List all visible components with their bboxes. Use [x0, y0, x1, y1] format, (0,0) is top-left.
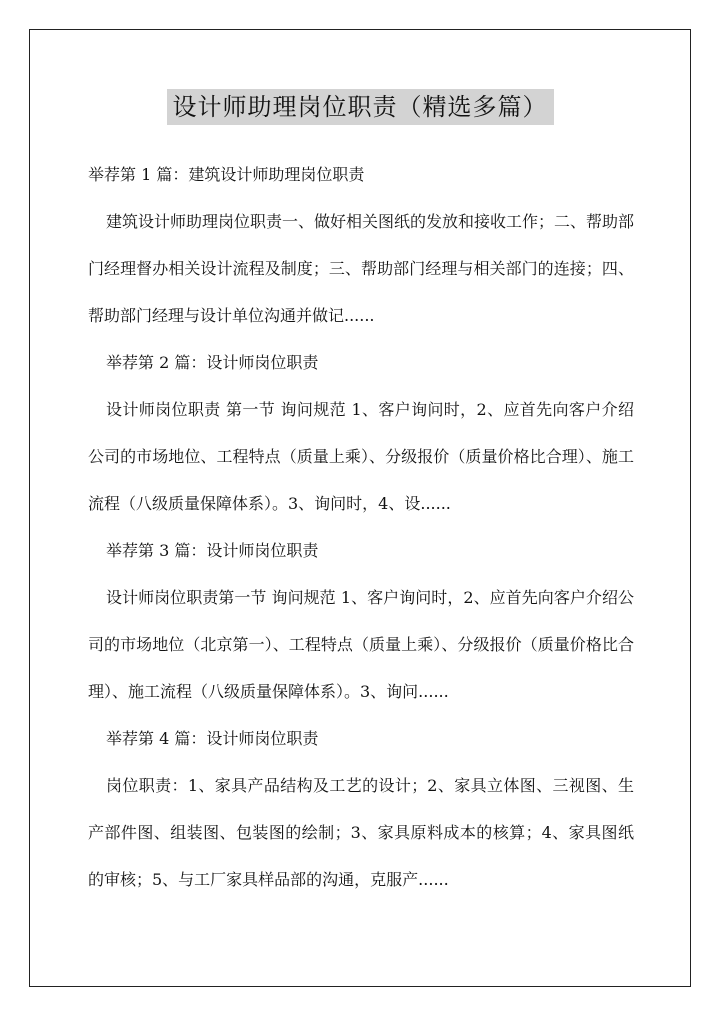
section-4-heading: 举荐第 4 篇：设计师岗位职责	[106, 729, 319, 748]
section-1-heading: 举荐第 1 篇：建筑设计师助理岗位职责	[88, 165, 365, 184]
section-1-body: 建筑设计师助理岗位职责一、做好相关图纸的发放和接收工作；二、帮助部门经理督办相关设计流程及制度；三、帮助部门经理与相关部门的连接；四、帮助部门经理与设计单位沟通并做记......	[88, 212, 635, 325]
title-container	[0, 89, 720, 125]
section-3-heading: 举荐第 3 篇：设计师岗位职责	[106, 541, 319, 560]
section-3-body: 设计师岗位职责第一节 询问规范 1、客户询问时，2、应首先向客户介绍公司的市场地位（北京第一）、工程特点（质量上乘）、分级报价（质量价格比合理）、施工流程（八级质量保障体系）。3、询问......	[88, 588, 634, 701]
section-2-heading: 举荐第 2 篇：设计师岗位职责	[106, 353, 319, 372]
section-2-body: 设计师岗位职责 第一节 询问规范 1、客户询问时，2、应首先向客户介绍公司的市场地位、工程特点（质量上乘）、分级报价（质量价格比合理）、施工流程（八级质量保障体系）。3、询问时，4、设......	[88, 400, 634, 513]
section-4-body: 岗位职责：1、家具产品结构及工艺的设计；2、家具立体图、三视图、生产部件图、组装图、包装图的绘制；3、家具原料成本的核算；4、家具图纸的审核；5、与工厂家具样品部的沟通，克服产......	[88, 776, 634, 889]
document-title: 设计师助理岗位职责（精选多篇）	[167, 89, 554, 125]
document-body	[88, 151, 634, 903]
